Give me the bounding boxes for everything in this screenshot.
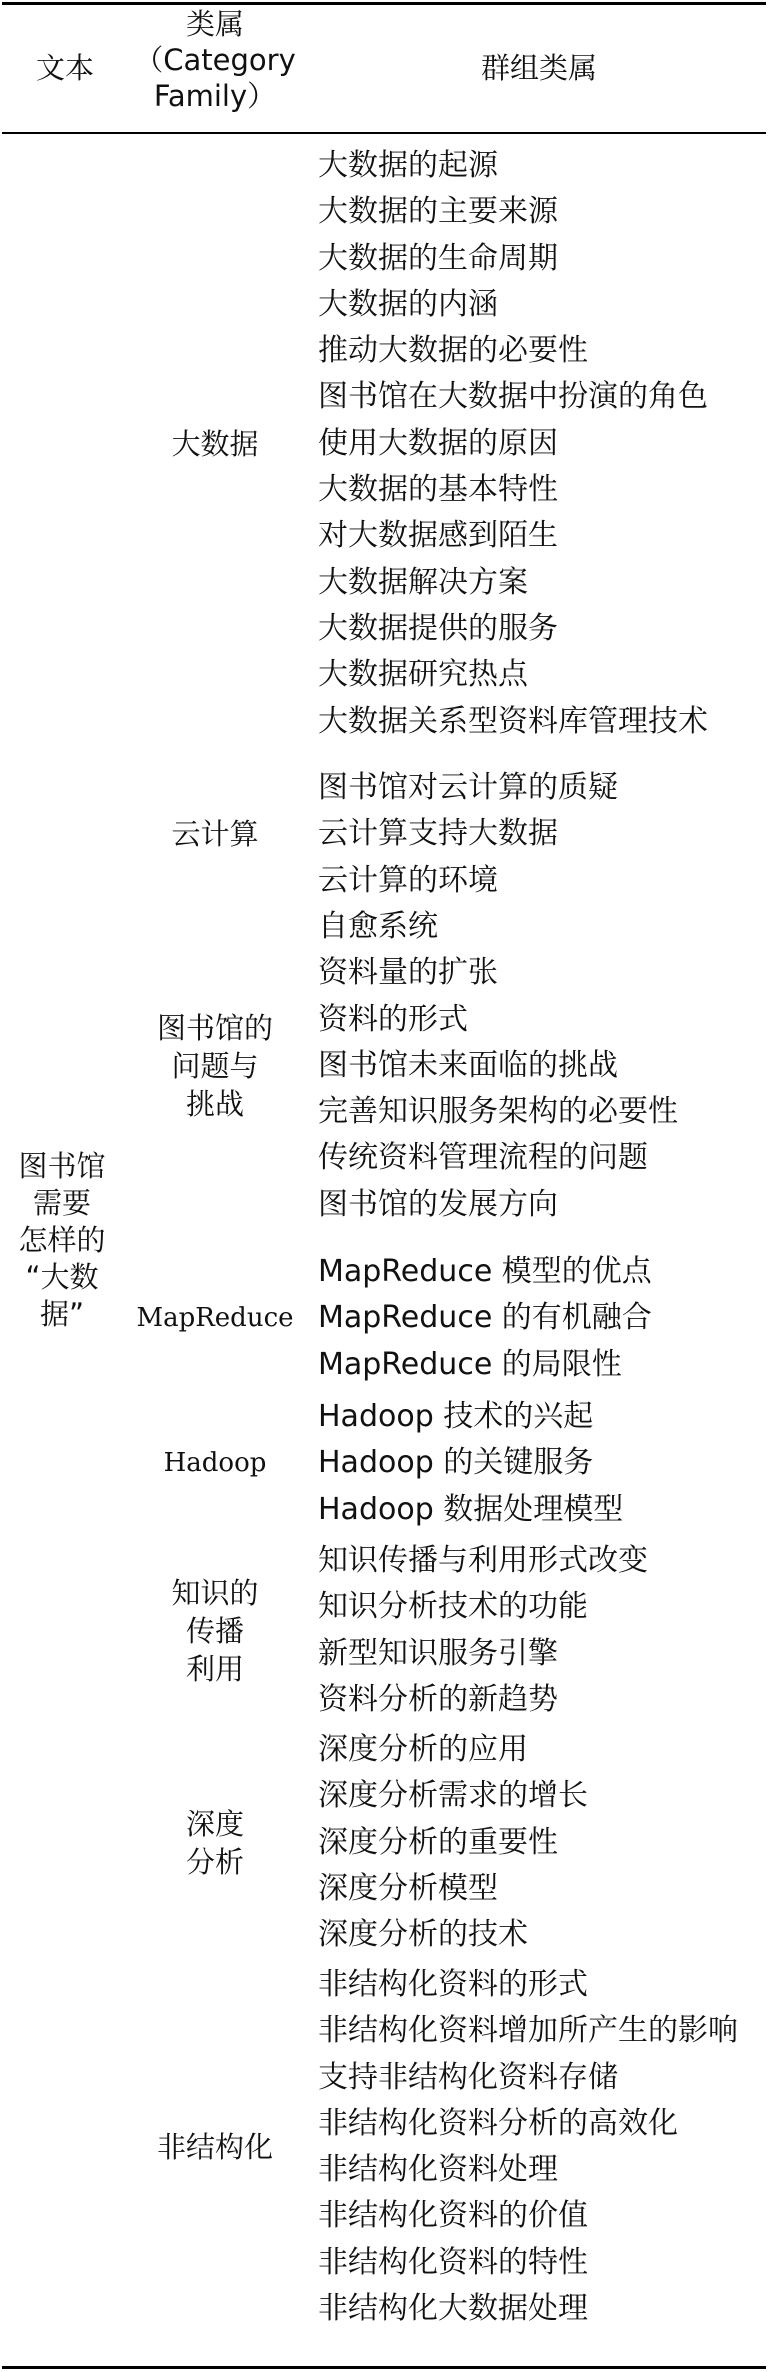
- group-item: 深度分析的应用: [318, 1732, 528, 1767]
- category-label: [120, 1538, 310, 1723]
- group-item: 大数据的基本特性: [318, 472, 558, 508]
- category-label-text: [157, 1009, 273, 1123]
- category-label-line: 问题与: [171, 1049, 259, 1084]
- category-label-line: 大数据: [171, 426, 259, 461]
- group-list: [318, 143, 768, 745]
- header-category-line: （Category: [134, 43, 296, 77]
- text-cell-line: 据”: [39, 1297, 85, 1331]
- group-list: [318, 1727, 768, 1958]
- group-item: 深度分析模型: [318, 1870, 498, 1906]
- category-label-text: [157, 2128, 273, 2166]
- group-item: 自愈系统: [318, 909, 438, 944]
- category-label-line: 利用: [185, 1651, 244, 1686]
- header-category-line: 类属: [185, 7, 244, 41]
- group-item: Hadoop 的关键服务: [318, 1445, 594, 1481]
- group-item: 非结构化资料增加所产生的影响: [318, 2013, 738, 2049]
- category-label-line: 分析: [185, 1844, 244, 1879]
- category-label-line: 传播: [185, 1613, 244, 1648]
- category-label: [120, 143, 310, 745]
- category-label-line: Hadoop: [163, 1448, 267, 1479]
- group-item: 非结构化资料的特性: [318, 2244, 588, 2280]
- group-item: 完善知识服务架构的必要性: [318, 1094, 678, 1130]
- header-group: 群组类属: [480, 51, 597, 85]
- category-label-line: 深度: [185, 1806, 244, 1841]
- bottom-rule: [2, 2366, 766, 2369]
- group-item: Hadoop 技术的兴起: [318, 1399, 594, 1434]
- category-label-text: [171, 1574, 258, 1688]
- group-item: 大数据提供的服务: [318, 610, 558, 646]
- group-item: MapReduce 模型的优点: [318, 1254, 652, 1289]
- category-label-line: 云计算: [171, 817, 259, 852]
- group-item: 资料的形式: [318, 1001, 468, 1037]
- group-item: MapReduce 的有机融合: [318, 1300, 652, 1336]
- group-item: 大数据的内涵: [318, 286, 498, 322]
- group-item: 知识分析技术的功能: [318, 1589, 588, 1625]
- group-item: Hadoop 数据处理模型: [318, 1491, 624, 1527]
- group-item: 非结构化资料处理: [318, 2152, 558, 2188]
- category-label: [120, 1727, 310, 1959]
- category-label-text: [164, 1444, 267, 1482]
- group-item: 云计算支持大数据: [318, 816, 558, 852]
- header-category: [120, 6, 310, 114]
- group-list: [318, 904, 768, 1228]
- group-item: 非结构化资料分析的高效化: [318, 2105, 678, 2141]
- group-list: [318, 1394, 768, 1533]
- group-item: 大数据的生命周期: [318, 240, 558, 276]
- category-label-line: 图书馆的: [156, 1011, 273, 1046]
- group-item: 大数据的主要来源: [318, 194, 558, 230]
- category-label-line: 非结构化: [156, 2130, 273, 2165]
- group-item: 推动大数据的必要性: [318, 333, 588, 369]
- header-rule: [2, 132, 766, 134]
- category-label: [120, 1962, 310, 2332]
- group-item: 知识传播与利用形式改变: [318, 1543, 648, 1578]
- group-item: 支持非结构化资料存储: [318, 2059, 618, 2095]
- header-category-line: Family）: [153, 79, 277, 113]
- text-cell-line: 怎样的: [18, 1223, 106, 1257]
- group-item: 非结构化资料的价值: [318, 2198, 588, 2234]
- group-item: 资料分析的新趋势: [318, 1681, 558, 1717]
- group-item: 大数据研究热点: [318, 657, 528, 693]
- text-cell-line: 图书馆: [18, 1149, 106, 1183]
- group-item: 资料量的扩张: [318, 955, 498, 991]
- group-item: 图书馆未来面临的挑战: [318, 1047, 618, 1083]
- category-label-text: [186, 1805, 244, 1881]
- category-label-line: MapReduce: [136, 1303, 294, 1334]
- category-label-line: 知识的: [171, 1575, 259, 1610]
- group-item: 大数据的起源: [318, 148, 498, 183]
- group-item: 云计算的环境: [318, 862, 498, 898]
- category-label: [120, 765, 310, 904]
- category-label-line: 挑战: [185, 1087, 244, 1122]
- group-item: 图书馆的发展方向: [318, 1186, 558, 1222]
- category-label-text: [171, 425, 258, 463]
- group-item: 深度分析的技术: [318, 1917, 528, 1953]
- group-list: [318, 1249, 768, 1388]
- group-item: 非结构化大数据处理: [318, 2291, 588, 2327]
- category-label: [120, 1394, 310, 1533]
- text-cell-line: 需要: [32, 1186, 91, 1220]
- text-cell-line: “大数: [25, 1260, 99, 1294]
- group-item: 使用大数据的原因: [318, 425, 558, 461]
- group-list: [318, 765, 768, 904]
- header-text: 文本: [35, 51, 94, 85]
- group-item: 非结构化资料的形式: [318, 1967, 588, 2002]
- top-rule: [2, 2, 766, 5]
- group-item: MapReduce 的局限性: [318, 1346, 622, 1382]
- group-item: 图书馆在大数据中扮演的角色: [318, 379, 708, 415]
- category-label: [120, 1249, 310, 1388]
- text-cell: [0, 1148, 124, 1333]
- group-item: 深度分析需求的增长: [318, 1778, 588, 1814]
- category-label-text: [171, 815, 258, 853]
- group-item: 深度分析的重要性: [318, 1824, 558, 1860]
- group-item: 传统资料管理流程的问题: [318, 1140, 648, 1176]
- category-label: [120, 904, 310, 1228]
- group-list: [318, 1962, 768, 2332]
- group-item: 大数据关系型资料库管理技术: [318, 703, 708, 739]
- group-item: 对大数据感到陌生: [318, 518, 558, 554]
- group-item: 新型知识服务引擎: [318, 1635, 558, 1671]
- category-label-text: [136, 1299, 293, 1337]
- group-list: [318, 1538, 768, 1723]
- group-item: 大数据解决方案: [318, 564, 528, 600]
- group-item: 图书馆对云计算的质疑: [318, 770, 618, 805]
